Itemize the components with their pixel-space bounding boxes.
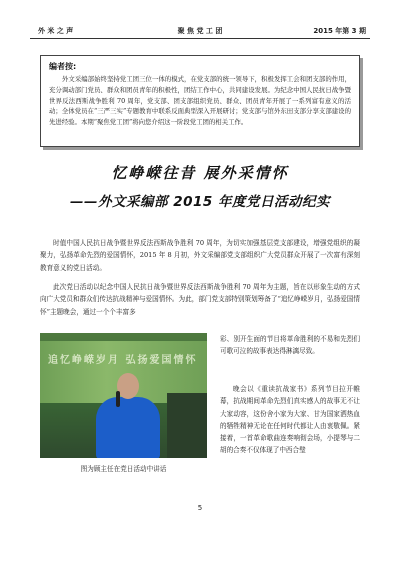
- editor-note-label: 编者按:: [49, 62, 77, 71]
- microphone-icon: [116, 391, 120, 407]
- photo-background-shade: [167, 393, 207, 458]
- article-paragraph-1: 时值中国人民抗日战争暨世界反法西斯战争胜利 70 周年，为切实加强基层党支部建设，增强党组织的凝聚力，弘扬革命先烈的爱国情怀，2015 年 8 月初，外文采编部党支部组织广大党员群众开展了一次富有深刻教育意义的党日活动。: [40, 239, 360, 272]
- page-number: 5: [197, 504, 203, 512]
- photo-caption: 图为顾主任在党日活动中讲话: [80, 465, 167, 473]
- article-subtitle: ——外文采编部 2015 年度党日活动纪实: [70, 194, 330, 210]
- article-title: 忆峥嵘往昔 展外采情怀: [111, 164, 289, 182]
- article-paragraph-2: 此次党日活动以纪念中国人民抗日战争暨世界反法西斯战争胜利 70 周年为主题，旨在以形象生动的方式向广大党员和群众们传达抗战精神与爱国情怀。为此，部门党支部特别策划筹备了“追忆峥嵘岁月，弘扬爱国情怀”主题晚会，通过一个个丰富多: [40, 283, 360, 316]
- speaker-head: [117, 373, 139, 399]
- editor-note-box: [40, 55, 360, 147]
- header-issue: 2015 年第 3 期: [313, 27, 366, 35]
- speaker-figure: [96, 397, 160, 458]
- article-right-column-2: 晚会以《重读抗战家书》系列节目拉开帷幕，抗战期间革命先烈们真实感人的故事无不让大家动容，这份舍小家为大家、甘为国家洒热血的牺牲精神无论在任何时代都让人由衷敬佩。紧接着，一首革命歌曲连奏响彻会场，小提琴与二胡的合奏不仅体现了中西合璧: [220, 385, 360, 455]
- header-left-title: 外 米 之 声: [38, 27, 74, 35]
- editor-note-text: 外文采编部始终坚持党工团三位一体的模式，在党支部的统一领导下，积极发挥工会和团支部的作用，充分调动部门党员、群众和团员青年的积极性，团结工作中心，共同建设发展。为纪念中国人民抗日战争暨世界反法西斯战争胜利 70 周年，党支部、团支部组织党员、群众、团员青年开展了一系列富有意义的活动；全体党员在“三严三实”专题教育中联系反面典型深入开展研讨；党支部与馆外东田支部分享支部建设的先进经验。本期“聚焦党工团”将向您介绍这一阶段党工团的相关工作。: [49, 75, 351, 127]
- article-right-column-1: 彩、别开生面的节目将革命胜利的不易和先烈们可歌可泣的故事表达得淋漓尽致。: [220, 335, 360, 356]
- header-section-title: 聚 焦 党 工 团: [177, 27, 223, 35]
- event-photo: [40, 333, 207, 458]
- photo-banner-text: 追忆峥嵘岁月 弘扬爱国情怀: [48, 355, 198, 366]
- header-divider: [30, 38, 370, 39]
